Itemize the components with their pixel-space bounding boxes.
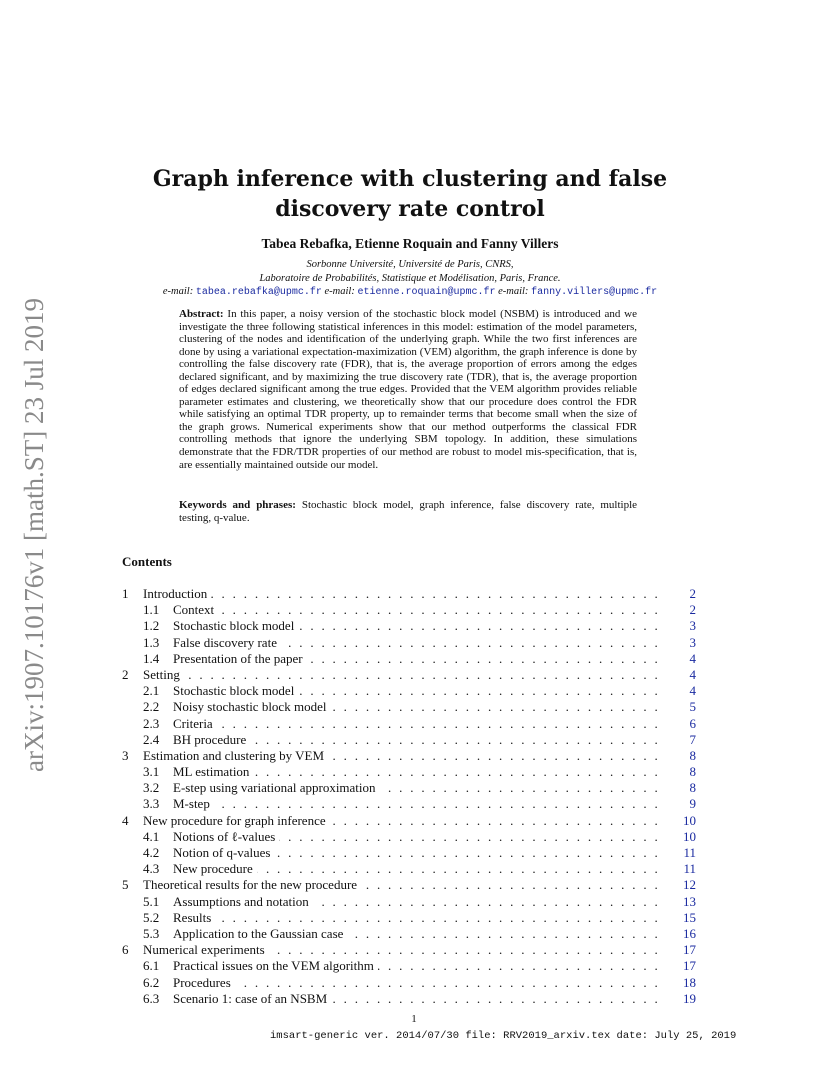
toc-entry-page-link[interactable]: 4	[689, 650, 696, 666]
toc-entry-title[interactable]: Application to the Gaussian case	[173, 926, 347, 941]
toc-entry-number: 3.2	[143, 780, 160, 796]
toc-entry-leader	[173, 635, 660, 651]
toc-entry-number: 5.1	[143, 893, 160, 909]
toc-entry-leader	[173, 764, 660, 780]
email-label: e-mail:	[324, 286, 355, 297]
toc-entry-number: 2	[122, 666, 129, 682]
toc-entry-number: 6.1	[143, 958, 160, 974]
toc-entry-title[interactable]: Notions of ℓ-values	[173, 829, 279, 844]
toc-entry-title[interactable]: Results	[173, 910, 215, 925]
toc-entry-leader	[173, 975, 660, 991]
toc-entry[interactable]	[122, 651, 696, 667]
toc-entry-leader	[173, 894, 660, 910]
toc-entry[interactable]	[122, 926, 696, 942]
toc-entry-page-link[interactable]: 18	[683, 974, 696, 990]
toc-entry-page-link[interactable]: 9	[689, 796, 696, 812]
toc-entry[interactable]	[122, 602, 696, 618]
toc-entry-leader	[173, 796, 660, 812]
toc-entry[interactable]	[122, 635, 696, 651]
toc-entry-leader	[173, 910, 660, 926]
toc-entry[interactable]	[122, 796, 696, 812]
email-label: e-mail:	[498, 286, 529, 297]
toc-entry-leader	[143, 667, 660, 683]
toc-entry-page-link[interactable]: 6	[689, 715, 696, 731]
toc-entry[interactable]	[122, 975, 696, 991]
toc-entry-leader	[173, 699, 660, 715]
email-link-2[interactable]: etienne.roquain@upmc.fr	[357, 287, 496, 298]
toc-entry-leader	[173, 829, 660, 845]
toc-entry-title[interactable]: Presentation of the paper	[173, 651, 307, 666]
toc-entry-leader	[143, 942, 660, 958]
toc-entry-page-link[interactable]: 3	[689, 618, 696, 634]
toc-entry-title[interactable]: Numerical experiments	[143, 942, 269, 957]
toc-entry-leader	[173, 991, 660, 1007]
toc-entry-number: 4	[122, 812, 129, 828]
toc-entry-title[interactable]: Theoretical results for the new procedure	[143, 877, 361, 892]
toc-entry-leader	[173, 926, 660, 942]
toc-entry-leader	[143, 586, 660, 602]
toc-entry-title[interactable]: M-step	[173, 796, 214, 811]
toc-entry[interactable]	[122, 813, 696, 829]
toc-entry-leader	[173, 618, 660, 634]
toc-entry-title[interactable]: New procedure	[173, 861, 257, 876]
toc-entry-page-link[interactable]: 11	[683, 845, 696, 860]
toc-entry-number: 6.2	[143, 974, 160, 990]
toc-entry[interactable]	[122, 942, 696, 958]
toc-entry[interactable]	[122, 958, 696, 974]
toc-entry[interactable]	[122, 586, 696, 602]
toc-entry-title[interactable]: Practical issues on the VEM algorithm	[173, 958, 378, 973]
toc-entry[interactable]	[122, 991, 696, 1007]
toc-entry[interactable]	[122, 764, 696, 780]
toc-entry-page-link[interactable]: 17	[683, 958, 696, 974]
toc-entry-title[interactable]: Noisy stochastic block model	[173, 699, 330, 714]
toc-entry[interactable]	[122, 618, 696, 634]
toc-entry-number: 2.1	[143, 683, 160, 699]
toc-entry-number: 4.2	[143, 845, 160, 860]
toc-entry-number: 5.3	[143, 925, 160, 941]
toc-entry-leader	[143, 748, 660, 764]
arxiv-stamp: arXiv:1907.10176v1 [math.ST] 23 Jul 2019	[19, 298, 49, 772]
toc-entry-number: 1.2	[143, 618, 160, 634]
toc-entry-leader	[173, 602, 660, 618]
email-label: e-mail:	[162, 286, 194, 297]
toc-entry-leader	[143, 813, 660, 829]
toc-entry-page-link[interactable]: 13	[683, 893, 696, 909]
toc-entry-number: 5.2	[143, 909, 160, 925]
toc-entry-title[interactable]: Procedures	[173, 975, 235, 990]
toc-entry-title[interactable]: BH procedure	[173, 732, 250, 747]
toc-entry-number: 2.2	[143, 699, 160, 715]
toc-entry-number: 4.3	[143, 861, 160, 877]
toc-entry-title[interactable]: False discovery rate	[173, 635, 281, 650]
email-line	[100, 286, 720, 298]
toc-entry-title[interactable]: Setting	[143, 667, 184, 682]
toc-entry-leader	[173, 651, 660, 667]
toc-entry-page-link[interactable]: 7	[689, 731, 696, 747]
toc-entry-page-link[interactable]: 17	[683, 942, 696, 958]
toc-entry-leader	[173, 716, 660, 732]
toc-entry[interactable]	[122, 699, 696, 715]
affiliation-line-2: Laboratoire de Probabilités, Statistique et Modélisation, Paris, France.	[259, 273, 561, 284]
keywords-label: Keywords and phrases:	[179, 499, 296, 511]
toc-entry-title[interactable]: Introduction	[143, 586, 211, 601]
abstract-text: In this paper, a noisy version of the stochastic block model (NSBM) is introduced and we investigate the three following statistical inferences in this model: estimation of the model parameters, clustering of the nodes and identification of the underlying graph. While the two first inferences are done by using a variational expectation-maximization (VEM) algorithm, the graph inference is done by controlling the false discovery rate (FDR), that is, the average proportion of errors among the edges declared significant, and by maximizing the true discovery rate (TDR), that is, the average proportion of edges declared significant among the true edges. Provided that the VEM algorithm provides reliable parameter estimates and clustering, we theoretically show that our procedure does control the FDR while satisfying an optimal TDR property, up to remainder terms that become small when the size of the graph grows. Numerical experiments show that our method outperforms the classical FDR controlling methods that ignore the underlying SBM topology. In addition, these simulations demonstrate that the FDR/TDR properties of our method are robust to model mis-specification, that is, are essentially maintained outside our model.	[179, 308, 637, 471]
toc-entry-leader	[173, 958, 660, 974]
toc-entry-title[interactable]: Stochastic block model	[173, 683, 298, 698]
toc-entry[interactable]	[122, 716, 696, 732]
toc-entry-title[interactable]: Context	[173, 602, 218, 617]
toc-entry-title[interactable]: Estimation and clustering by VEM	[143, 748, 328, 763]
toc-entry-title[interactable]: Criteria	[173, 716, 217, 731]
toc-entry-page-link[interactable]: 2	[689, 586, 696, 601]
page-number: 1	[411, 1013, 417, 1025]
title-line-1: Graph inference with clustering and false	[152, 166, 668, 192]
toc-entry-leader	[143, 877, 660, 893]
toc-entry-leader	[173, 861, 660, 877]
toc-entry-number: 6	[122, 942, 129, 958]
toc-entry-leader	[173, 845, 660, 861]
toc-entry-number: 1.4	[143, 650, 160, 666]
keywords-text: Stochastic block model, graph inference, false discovery rate, multiple testing, q-value.	[179, 499, 638, 524]
toc-entry-number: 5	[122, 877, 129, 893]
toc-entry-number: 1	[122, 586, 129, 601]
toc-entry-page-link[interactable]: 10	[683, 812, 696, 828]
affiliation-line-1: Sorbonne Université, Université de Paris, CNRS,	[306, 259, 514, 270]
toc-entry-page-link[interactable]: 8	[689, 780, 696, 796]
toc-entry-number: 3.3	[143, 796, 160, 812]
toc-entry[interactable]	[122, 877, 696, 893]
contents-heading: Contents	[122, 554, 172, 569]
toc-entry[interactable]	[122, 910, 696, 926]
toc-entry-page-link[interactable]: 8	[689, 747, 696, 763]
toc-entry-page-link[interactable]: 19	[683, 990, 696, 1006]
toc-entry-title[interactable]: Assumptions and notation	[173, 894, 313, 909]
email-link-3[interactable]: fanny.villers@upmc.fr	[531, 287, 658, 298]
toc-entry-number: 2.4	[143, 731, 160, 747]
toc-entry-number: 6.3	[143, 990, 160, 1006]
toc-entry-number: 3	[122, 747, 129, 763]
toc-entry-number: 2.3	[143, 715, 160, 731]
toc-entry-page-link[interactable]: 11	[683, 861, 696, 877]
toc-entry-title[interactable]: ML estimation	[173, 764, 253, 779]
toc-entry-page-link[interactable]: 16	[683, 925, 696, 941]
toc-entry-page-link[interactable]: 3	[689, 634, 696, 650]
toc-entry[interactable]	[122, 845, 696, 861]
authors: Tabea Rebafka, Etienne Roquain and Fanny Villers	[261, 236, 559, 251]
footer: imsart-generic ver. 2014/07/30 file: RRV2019_arxiv.tex date: July 25, 2019	[270, 1030, 737, 1042]
toc-entry[interactable]	[122, 732, 696, 748]
toc-entry[interactable]	[122, 780, 696, 796]
toc-entry-page-link[interactable]: 15	[683, 909, 696, 925]
toc-entry-title[interactable]: Scenario 1: case of an NSBM	[173, 991, 331, 1006]
toc-entry-page-link[interactable]: 2	[689, 602, 696, 618]
keywords	[179, 499, 637, 525]
toc-entry[interactable]	[122, 748, 696, 764]
toc-entry-leader	[173, 780, 660, 796]
toc-entry[interactable]	[122, 861, 696, 877]
table-of-contents	[122, 586, 696, 1007]
toc-entry-page-link[interactable]: 10	[683, 828, 696, 844]
toc-entry-page-link[interactable]: 4	[689, 666, 696, 682]
toc-entry-number: 3.1	[143, 764, 160, 780]
abstract-label: Abstract:	[179, 308, 224, 320]
toc-entry-leader	[173, 732, 660, 748]
abstract	[179, 308, 637, 471]
toc-entry-leader	[173, 683, 660, 699]
toc-entry-title[interactable]: New procedure for graph inference	[143, 813, 330, 828]
toc-entry-title[interactable]: E-step using variational approximation	[173, 780, 380, 795]
toc-entry-number: 1.3	[143, 634, 160, 650]
toc-entry-title[interactable]: Notion of q-values	[173, 845, 274, 860]
toc-entry-page-link[interactable]: 8	[689, 764, 696, 780]
toc-entry[interactable]	[122, 829, 696, 845]
toc-entry-page-link[interactable]: 5	[689, 699, 696, 715]
paper-title	[110, 164, 710, 224]
toc-entry-page-link[interactable]: 4	[689, 683, 696, 699]
toc-entry-number: 1.1	[143, 602, 160, 618]
toc-entry[interactable]	[122, 683, 696, 699]
email-link-1[interactable]: tabea.rebafka@upmc.fr	[195, 287, 322, 298]
toc-entry[interactable]	[122, 667, 696, 683]
toc-entry-number: 4.1	[143, 828, 160, 844]
title-line-2: discovery rate control	[275, 196, 545, 222]
toc-entry[interactable]	[122, 894, 696, 910]
toc-entry-page-link[interactable]: 12	[683, 877, 696, 893]
toc-entry-title[interactable]: Stochastic block model	[173, 618, 298, 633]
